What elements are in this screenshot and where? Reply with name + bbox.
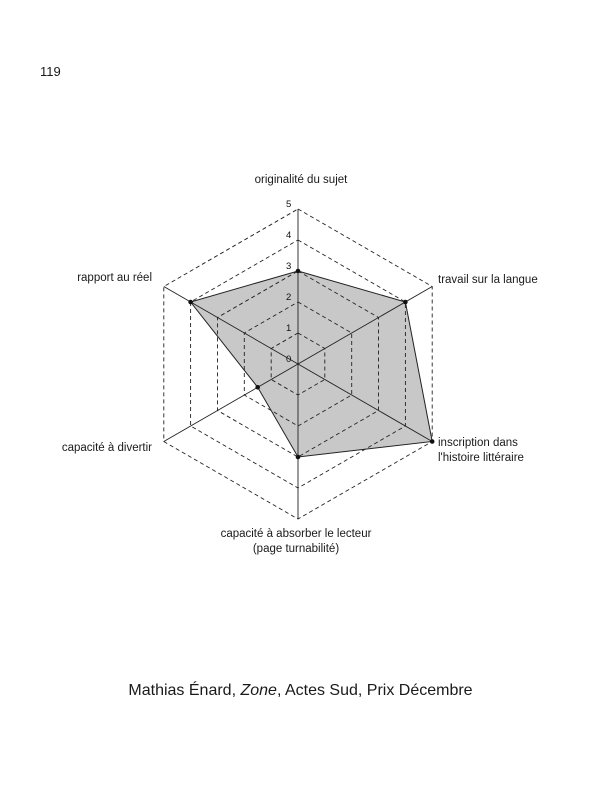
axis-label — [146, 527, 446, 557]
data-point — [296, 455, 301, 460]
axis-label-line: rapport au réel — [77, 272, 152, 284]
axis-label-line: travail sur la langue — [438, 274, 538, 286]
axis-label — [438, 273, 538, 288]
data-point — [188, 300, 193, 305]
axis-label-line: (page turnabilité) — [252, 543, 340, 555]
axis-label-line: capacité à divertir — [61, 442, 152, 454]
axis-label — [62, 441, 152, 456]
axis-label-line: inscription dans — [438, 437, 518, 449]
tick-label: 5 — [286, 199, 292, 210]
caption-separator: , — [231, 682, 241, 699]
tick-label: 1 — [286, 323, 292, 334]
data-area — [191, 271, 433, 457]
axis-label — [151, 173, 451, 188]
caption-publisher-prize: Actes Sud, Prix Décembre — [284, 682, 473, 699]
axis-label — [438, 436, 524, 466]
axis-label-line: capacité à absorber le lecteur — [220, 528, 372, 540]
axis-label-line: l'histoire littéraire — [438, 452, 524, 464]
data-point — [430, 439, 435, 444]
data-point — [296, 269, 301, 274]
tick-label: 3 — [286, 261, 292, 272]
tick-label: 0 — [286, 354, 292, 365]
axis-label — [77, 271, 152, 286]
caption-author: Mathias Énard — [128, 682, 232, 699]
tick-label: 4 — [286, 230, 292, 241]
data-point — [403, 300, 408, 305]
data-point — [255, 385, 260, 390]
caption-book-title: Zone — [240, 682, 277, 699]
axis-label-line: originalité du sujet — [254, 174, 348, 186]
caption-separator: , — [276, 682, 285, 699]
page-number: 119 — [40, 64, 61, 79]
caption — [0, 682, 601, 700]
tick-label: 2 — [286, 292, 292, 303]
